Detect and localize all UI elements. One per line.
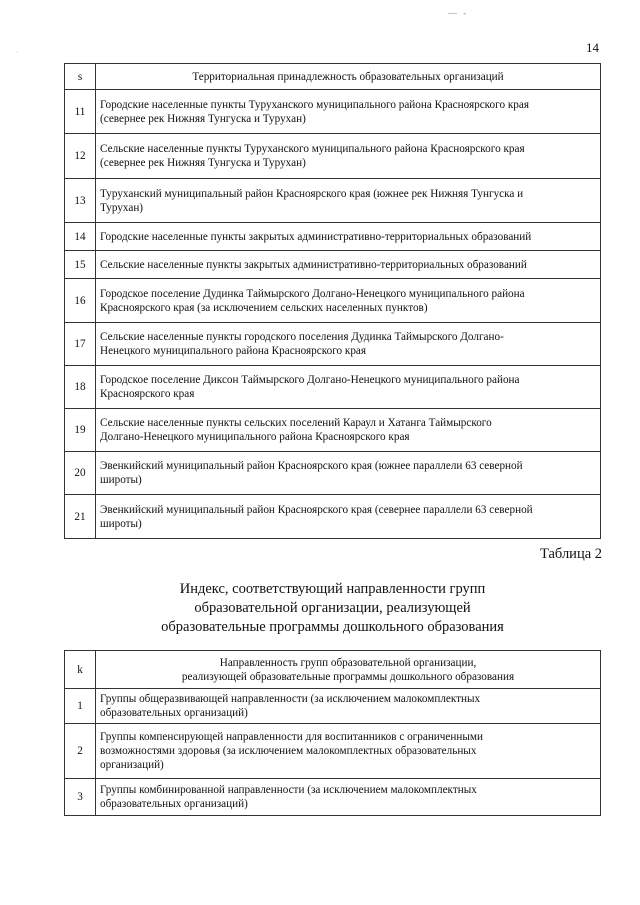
table-row [65,279,601,323]
row-text [96,134,601,179]
table-row [65,251,601,279]
group-table-header [65,651,601,689]
table-row [65,724,601,779]
row-text [96,366,601,409]
table-row [65,366,601,409]
row-text [96,495,601,539]
territory-table-header [65,64,601,90]
row-index: 11 [65,90,96,134]
row-text [96,724,601,779]
table-row [65,179,601,223]
table-row [65,409,601,452]
table-row [65,779,601,816]
row-text [96,179,601,223]
table-row [65,323,601,366]
row-index: 14 [65,223,96,251]
row-text-line: Группы компенсирующей направленности для воспитанников с ограниченными [100,731,483,743]
row-text-line: образовательных организаций) [100,707,248,719]
group-orientation-table [64,650,601,816]
table-2-title [64,580,601,637]
row-index: 2 [65,724,96,779]
row-text-line: Сельские населенные пункты сельских поселений Караул и Хатанга Таймырского [100,417,492,429]
row-text-line: возможностями здоровья (за исключением малокомплектных образовательных [100,745,477,757]
row-text-line: Городское поселение Дудинка Таймырского Долгано-Ненецкого муниципального района [100,287,525,300]
row-text-line: широты) [100,517,142,530]
row-text-line: Группы комбинированной направленности (за исключением малокомплектных [100,784,477,796]
row-text [96,689,601,724]
row-text-line: Эвенкийский муниципальный район Красноярского края (южнее параллели 63 северной [100,460,523,472]
row-text-line: Долгано-Ненецкого муниципального района Красноярского края [100,431,410,443]
row-text [96,779,601,816]
title-line: образовательной организации, реализующей [194,600,471,616]
row-index: 17 [65,323,96,366]
row-text [96,90,601,134]
row-text-line: Сельские населенные пункты городского поселения Дудинка Таймырского Долгано- [100,331,504,343]
row-index: 20 [65,452,96,495]
title-line: образовательные программы дошкольного образования [161,619,504,635]
table-row [65,223,601,251]
row-text-line: Красноярского края [100,388,195,400]
territory-index-header: s [65,64,96,90]
row-text-line: Эвенкийский муниципальный район Красноярского края (севернее параллели 63 северной [100,503,533,516]
row-index: 3 [65,779,96,816]
row-text-line: (севернее рек Нижняя Тунгуска и Турухан) [100,112,306,125]
table-row [65,452,601,495]
row-index: 19 [65,409,96,452]
header-line: Направленность групп образовательной организации, [219,656,477,669]
row-text-line: организаций) [100,759,164,771]
row-text [96,409,601,452]
row-text [96,251,601,279]
row-index: 18 [65,366,96,409]
title-line: Индекс, соответствующий направленности групп [179,581,486,597]
row-text [96,323,601,366]
header-line: реализующей образовательные программы дошкольного образования [181,670,515,683]
row-text [96,279,601,323]
row-text [96,223,601,251]
side-scan-mark: · [16,48,19,57]
group-title-header [96,651,601,689]
row-text-line: Городское поселение Диксон Таймырского Долгано-Ненецкого муниципального района [100,374,520,386]
row-text-line: (севернее рек Нижняя Тунгуска и Турухан) [100,157,306,169]
row-index: 16 [65,279,96,323]
row-text-line: Сельские населенные пункты закрытых административно-территориальных образований [100,258,527,271]
row-text-line: Городские населенные пункты Туруханского муниципального района Красноярского края [100,98,529,111]
row-index: 21 [65,495,96,539]
row-index: 15 [65,251,96,279]
row-text-line: Группы общеразвивающей направленности (за исключением малокомплектных [100,693,481,705]
table-row [65,90,601,134]
row-text-line: Красноярского края (за исключением сельских населенных пунктов) [100,301,428,314]
territory-title-header: Территориальная принадлежность образовательных организаций [96,64,601,90]
row-text-line: Турухан) [100,201,144,214]
row-text [96,452,601,495]
row-index: 1 [65,689,96,724]
table-row [65,495,601,539]
row-text-line: широты) [100,474,142,486]
table-row [65,134,601,179]
table-2-label: Таблица 2 [540,546,603,562]
row-index: 12 [65,134,96,179]
top-scan-mark: — - [448,8,469,18]
group-index-header: k [65,651,96,689]
territory-table [64,63,601,539]
row-text-line: Сельские населенные пункты Туруханского муниципального района Красноярского края [100,143,525,155]
row-text-line: Туруханский муниципальный район Красноярского края (южнее рек Нижняя Тунгуска и [100,187,524,200]
row-text-line: образовательных организаций) [100,798,248,810]
row-text-line: Городские населенные пункты закрытых административно-территориальных образований [100,230,532,243]
row-text-line: Ненецкого муниципального района Красноярского края [100,345,367,357]
table-row [65,689,601,724]
page-number: 14 [586,40,599,55]
row-index: 13 [65,179,96,223]
